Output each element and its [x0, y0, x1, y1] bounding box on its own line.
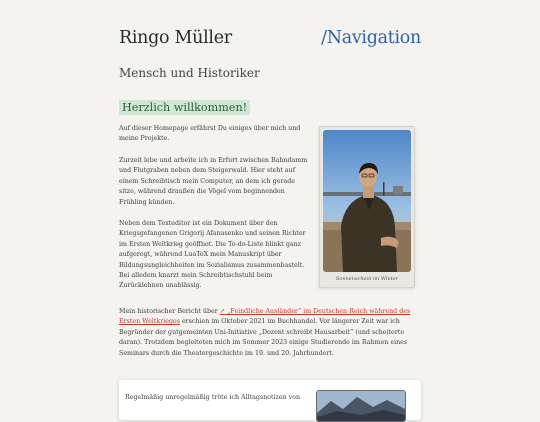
navigation-link[interactable]: /Navigation	[321, 28, 421, 48]
site-title[interactable]: Ringo Müller	[119, 28, 232, 48]
portrait-image-icon	[323, 130, 411, 272]
intro-paragraph-3: Neben dem Texteditor ist ein Dokument über den Kriegsgefangenen Grigorij Afanasenko und seinen Richter im Ersten Weltkrieg geöffnet. Die To-do-Liste blinkt ganz aufgeregt, während LuaTeX mein Manuskript über Bildungsungleichheiten im Sozialismus zusammenbastelt. Bei alledem knarzt mein Schreibtischstuhl beim Zurücklehnen unablässig.	[119, 220, 306, 290]
intro-paragraph-1: Auf dieser Homepage erfährst Du einiges über mich und meine Projekte.	[119, 125, 301, 143]
page-content	[119, 0, 421, 405]
page-subtitle: Mensch und Historiker	[119, 66, 260, 80]
portrait-caption: Sonnenschein im Winter	[335, 276, 399, 282]
portrait-figure	[319, 126, 415, 288]
intro-paragraph-2: Zurzeit lebe und arbeite ich in Erfurt zwischen Bahndamm und Flutgraben neben dem Steigerwald. Hier steht auf einem Schreibtisch mein Computer, an dem ich gerade sitze, während draußen die Vögel vom beginnenden Frühling künden.	[119, 157, 308, 206]
report-paragraph	[119, 307, 421, 359]
external-link-icon: ↗	[219, 308, 226, 315]
report-text-before: Mein historischer Bericht über	[119, 308, 220, 315]
card-landscape-photo	[316, 390, 406, 422]
portrait-photo	[323, 130, 411, 272]
book-link-text: „Feindliche Ausländer“ im Deutschen Reich während des Ersten Weltkrieges	[119, 308, 411, 326]
landscape-image-icon	[317, 391, 405, 421]
social-card	[119, 380, 421, 420]
welcome-heading: Herzlich willkommen!	[119, 100, 250, 115]
report-text-after: erschien im Oktober 2021 im Buchhandel. Vor längerer Zeit war ich Begründer der gutgemeinten Uni-Initiative „Dozent schreibt Hausarbeit“ (und scheiterte daran). Trotzdem begleiteten mich im Sommer 2023 einige Studierende im Rahmen eines Seminars durch die Theatergeschichte im 19. und 20. Jahrhundert.	[119, 318, 408, 357]
social-card-text: Regelmäßig unregelmäßig tröte ich Alltagsnotizen von	[125, 394, 301, 401]
